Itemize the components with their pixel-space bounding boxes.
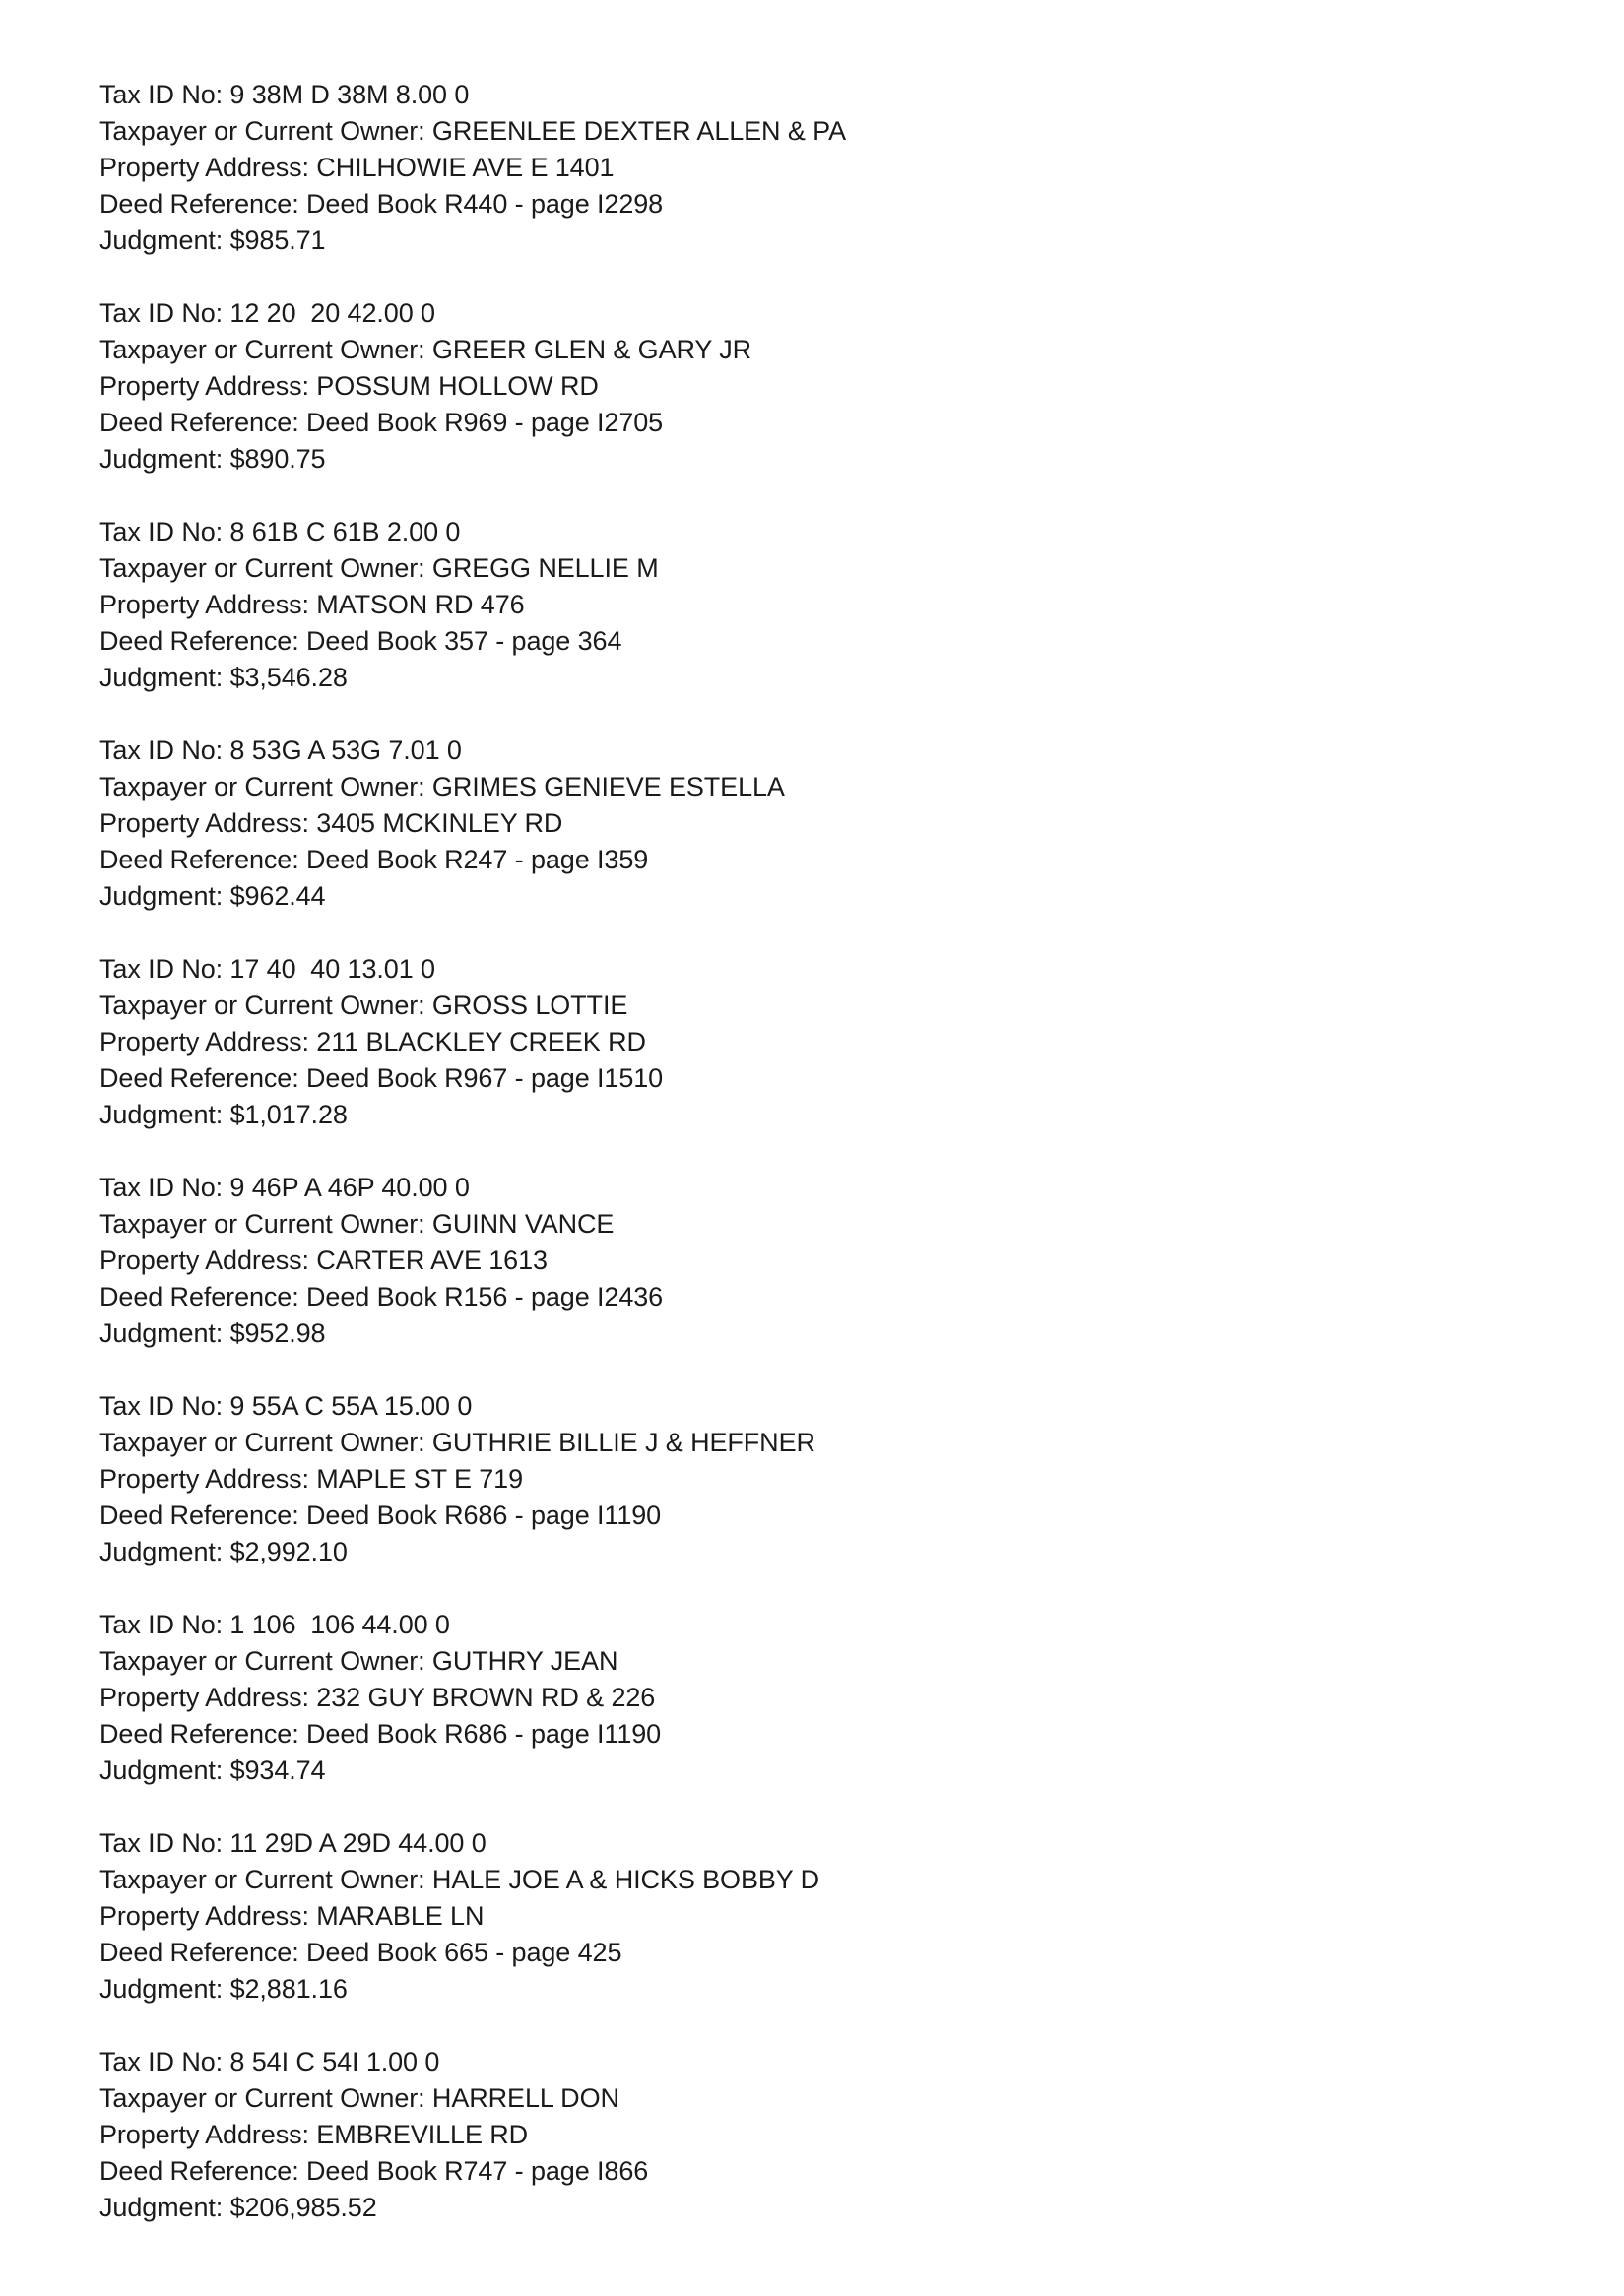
tax-id: Tax ID No: 9 55A C 55A 15.00 0 bbox=[99, 1391, 473, 1421]
tax-id: Tax ID No: 8 54I C 54I 1.00 0 bbox=[99, 2047, 440, 2076]
property-address: Property Address: MAPLE ST E 719 bbox=[99, 1464, 524, 1494]
tax-id: Tax ID No: 8 53G A 53G 7.01 0 bbox=[99, 735, 462, 765]
tax-id: Tax ID No: 1 106 106 44.00 0 bbox=[99, 1610, 450, 1639]
taxpayer-owner: Taxpayer or Current Owner: GREGG NELLIE M bbox=[99, 553, 659, 583]
tax-record bbox=[99, 1825, 1478, 2008]
property-address: Property Address: POSSUM HOLLOW RD bbox=[99, 371, 599, 401]
taxpayer-owner: Taxpayer or Current Owner: GREENLEE DEXTER ALLEN & PA bbox=[99, 116, 846, 146]
tax-id: Tax ID No: 17 40 40 13.01 0 bbox=[99, 954, 435, 984]
property-address: Property Address: MARABLE LN bbox=[99, 1901, 485, 1931]
taxpayer-owner: Taxpayer or Current Owner: GUINN VANCE bbox=[99, 1209, 615, 1239]
judgment-amount: Judgment: $206,985.52 bbox=[99, 2193, 377, 2222]
deed-reference: Deed Reference: Deed Book R967 - page I1510 bbox=[99, 1063, 664, 1093]
taxpayer-owner: Taxpayer or Current Owner: GREER GLEN & GARY JR bbox=[99, 335, 752, 364]
deed-reference: Deed Reference: Deed Book R686 - page I1190 bbox=[99, 1500, 662, 1530]
taxpayer-owner: Taxpayer or Current Owner: HARRELL DON bbox=[99, 2083, 619, 2113]
tax-record bbox=[99, 1170, 1478, 1352]
deed-reference: Deed Reference: Deed Book R747 - page I866 bbox=[99, 2156, 649, 2186]
taxpayer-owner: Taxpayer or Current Owner: GUTHRY JEAN bbox=[99, 1646, 618, 1676]
judgment-amount: Judgment: $985.71 bbox=[99, 225, 326, 255]
deed-reference: Deed Reference: Deed Book R969 - page I2705 bbox=[99, 408, 664, 437]
deed-reference: Deed Reference: Deed Book R156 - page I2436 bbox=[99, 1282, 664, 1311]
deed-reference: Deed Reference: Deed Book R686 - page I1190 bbox=[99, 1719, 662, 1749]
tax-record bbox=[99, 77, 1478, 259]
tax-record bbox=[99, 295, 1478, 478]
tax-id: Tax ID No: 9 38M D 38M 8.00 0 bbox=[99, 80, 470, 109]
tax-id: Tax ID No: 8 61B C 61B 2.00 0 bbox=[99, 517, 461, 546]
deed-reference: Deed Reference: Deed Book 357 - page 364 bbox=[99, 626, 622, 656]
taxpayer-owner: Taxpayer or Current Owner: GUTHRIE BILLIE J & HEFFNER bbox=[99, 1428, 815, 1457]
tax-record bbox=[99, 951, 1478, 1133]
tax-record bbox=[99, 1388, 1478, 1570]
tax-id: Tax ID No: 9 46P A 46P 40.00 0 bbox=[99, 1173, 470, 1202]
tax-record bbox=[99, 514, 1478, 696]
taxpayer-owner: Taxpayer or Current Owner: HALE JOE A & HICKS BOBBY D bbox=[99, 1865, 819, 1894]
property-address: Property Address: CARTER AVE 1613 bbox=[99, 1245, 548, 1275]
tax-record bbox=[99, 733, 1478, 915]
property-address: Property Address: 232 GUY BROWN RD & 226 bbox=[99, 1683, 656, 1712]
taxpayer-owner: Taxpayer or Current Owner: GROSS LOTTIE bbox=[99, 990, 628, 1020]
judgment-amount: Judgment: $890.75 bbox=[99, 444, 326, 474]
property-address: Property Address: 211 BLACKLEY CREEK RD bbox=[99, 1027, 646, 1056]
judgment-amount: Judgment: $962.44 bbox=[99, 881, 326, 911]
tax-id: Tax ID No: 12 20 20 42.00 0 bbox=[99, 298, 435, 328]
judgment-amount: Judgment: $2,881.16 bbox=[99, 1974, 348, 2004]
judgment-amount: Judgment: $3,546.28 bbox=[99, 663, 348, 692]
property-address: Property Address: EMBREVILLE RD bbox=[99, 2120, 529, 2149]
judgment-amount: Judgment: $1,017.28 bbox=[99, 1100, 348, 1129]
property-address: Property Address: CHILHOWIE AVE E 1401 bbox=[99, 153, 615, 182]
property-address: Property Address: 3405 MCKINLEY RD bbox=[99, 808, 563, 838]
taxpayer-owner: Taxpayer or Current Owner: GRIMES GENIEVE ESTELLA bbox=[99, 772, 785, 801]
property-address: Property Address: MATSON RD 476 bbox=[99, 590, 525, 619]
tax-record-list bbox=[99, 77, 1478, 2263]
tax-record bbox=[99, 2044, 1478, 2226]
deed-reference: Deed Reference: Deed Book R440 - page I2298 bbox=[99, 189, 664, 219]
deed-reference: Deed Reference: Deed Book 665 - page 425 bbox=[99, 1938, 622, 1967]
judgment-amount: Judgment: $934.74 bbox=[99, 1755, 326, 1785]
tax-id: Tax ID No: 11 29D A 29D 44.00 0 bbox=[99, 1828, 487, 1858]
judgment-amount: Judgment: $2,992.10 bbox=[99, 1537, 348, 1566]
tax-record bbox=[99, 1607, 1478, 1789]
judgment-amount: Judgment: $952.98 bbox=[99, 1318, 326, 1348]
deed-reference: Deed Reference: Deed Book R247 - page I359 bbox=[99, 845, 649, 874]
